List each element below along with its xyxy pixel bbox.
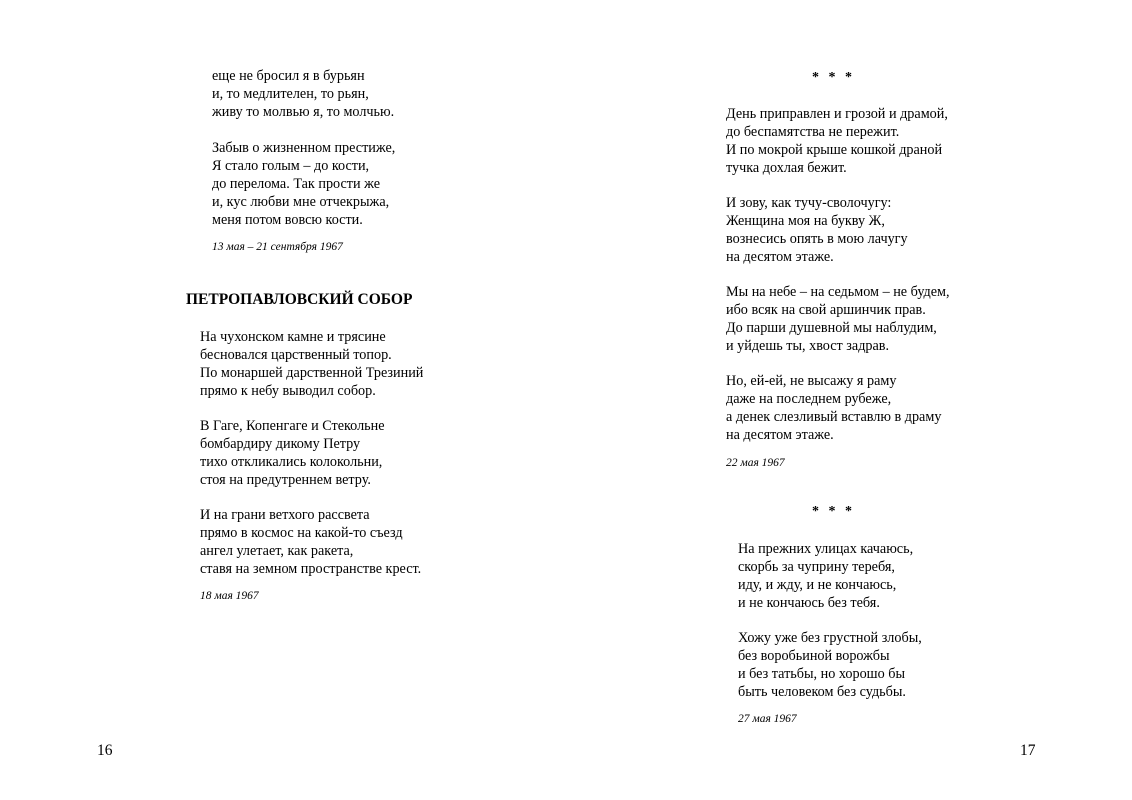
poem-line: до перелома. Так прости же [212, 176, 381, 192]
poem-line: и, кус любви мне отчекрыжа, [212, 194, 390, 210]
poem-line: День приправлен и грозой и драмой, [726, 106, 948, 122]
poem-date: 22 мая 1967 [726, 457, 785, 469]
poem-line: на десятом этаже. [726, 427, 834, 443]
poem-line: Забыв о жизненном престиже, [212, 140, 396, 156]
poem-stanza [738, 629, 922, 701]
poem-line: на десятом этаже. [726, 249, 834, 265]
poem-line: иду, и жду, и не кончаюсь, [738, 577, 897, 593]
poem-line: На чухонском камне и трясине [200, 329, 386, 345]
poem-line: И на грани ветхого рассвета [200, 507, 370, 523]
poem-line: и без татьбы, но хорошо бы [738, 666, 905, 682]
poem-line: Женщина моя на букву Ж, [726, 213, 885, 229]
poem-line: Я стало голым – до кости, [212, 158, 370, 174]
poem-date: 27 мая 1967 [738, 713, 797, 725]
poem-line: бомбардиру дикому Петру [200, 436, 361, 452]
poem-line: ставя на земном пространстве крест. [200, 561, 422, 577]
poem-line: тучка дохлая бежит. [726, 160, 847, 176]
poem-line: еще не бросил я в бурьян [212, 68, 365, 84]
poem-stanza [726, 283, 950, 355]
poem-line: а денек слезливый вставлю в драму [726, 409, 942, 425]
poem-line: Мы на небе – на седьмом – не будем, [726, 284, 950, 300]
poem-line: скорбь за чуприну теребя, [738, 559, 895, 575]
poem-line: И зову, как тучу-сволочугу: [726, 195, 892, 211]
poem-stanza [200, 417, 385, 489]
poem-line: ангел улетает, как ракета, [200, 543, 354, 559]
poem-stanza [212, 139, 395, 229]
poem-stanza [726, 372, 941, 444]
section-divider-stars: * * * [812, 70, 855, 85]
poem-date: 18 мая 1967 [200, 590, 259, 602]
page-number: 17 [1020, 742, 1036, 759]
poem-line: стоя на предутреннем ветру. [200, 472, 371, 488]
section-divider-stars: * * * [812, 504, 855, 519]
poem-line: Но, ей-ей, не высажу я раму [726, 373, 897, 389]
poem-line: меня потом вовсю кости. [212, 212, 363, 228]
poem-stanza [212, 67, 394, 121]
poem-line: Хожу уже без грустной злобы, [738, 630, 922, 646]
poem-line: На прежних улицах качаюсь, [738, 541, 914, 557]
poem-date: 13 мая – 21 сентября 1967 [212, 241, 343, 253]
poem-line: живу то молвью я, то молчью. [212, 104, 395, 120]
poem-line: и не кончаюсь без тебя. [738, 595, 880, 611]
poem-line: и уйдешь ты, хвост задрав. [726, 338, 890, 354]
poem-line: быть человеком без судьбы. [738, 684, 906, 700]
poem-line: вознесись опять в мою лачугу [726, 231, 908, 247]
poem-stanza [200, 328, 423, 400]
poem-line: В Гаге, Копенгаге и Стекольне [200, 418, 385, 434]
poem-line: и, то медлителен, то рьян, [212, 86, 369, 102]
poem-line: даже на последнем рубеже, [726, 391, 892, 407]
poem-line: тихо откликались колокольни, [200, 454, 383, 470]
poem-line: И по мокрой крыше кошкой драной [726, 142, 943, 158]
poem-stanza [726, 105, 948, 177]
poem-line: без воробьиной ворожбы [738, 648, 890, 664]
poem-line: до беспамятства не пережит. [726, 124, 900, 140]
poem-line: прямо к небу выводил собор. [200, 383, 376, 399]
right-page [566, 0, 1132, 800]
poem-line: До парши душевной мы наблудим, [726, 320, 937, 336]
poem-stanza [738, 540, 913, 612]
poem-stanza [200, 506, 421, 578]
poem-line: По монаршей дарственной Трезиний [200, 365, 424, 381]
poem-line: прямо в космос на какой-то съезд [200, 525, 403, 541]
poem-stanza [726, 194, 908, 266]
page-number: 16 [97, 742, 113, 759]
poem-line: бесновался царственный топор. [200, 347, 392, 363]
poem-title: ПЕТРОПАВЛОВСКИЙ СОБОР [186, 291, 413, 308]
poem-line: ибо всяк на свой аршинчик прав. [726, 302, 926, 318]
